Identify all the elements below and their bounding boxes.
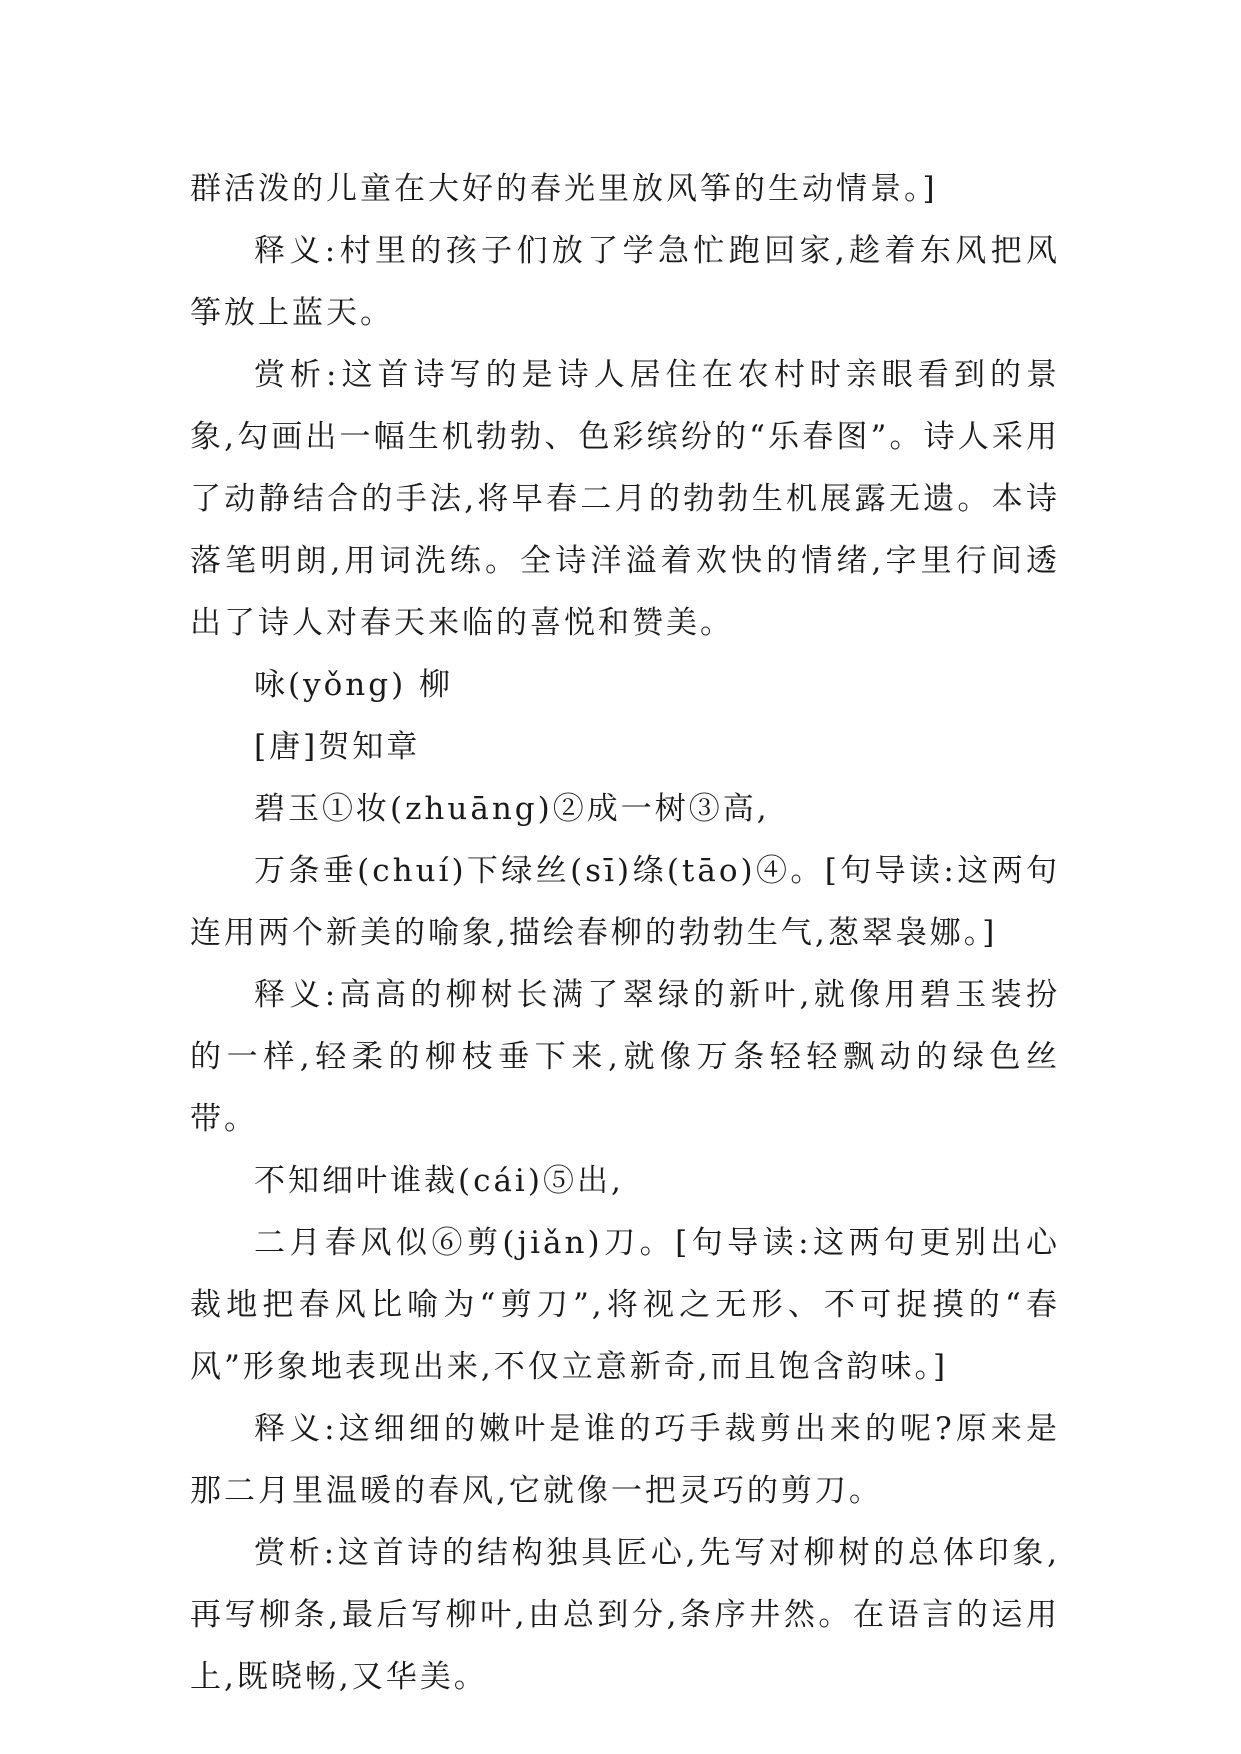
poem-author: [唐]贺知章 [254, 729, 421, 765]
poem-line-4: 二月春风似⑥剪(jiǎn)刀。[句导读:这两句更别出心裁地把春风比喻为“剪刀”,将视之无形、不可捉摸的“春风”形象地表现出来,不仅立意新奇,而且饱含韵味。] [190, 1225, 1060, 1385]
paragraph-explanation-3: 释义:这细细的嫩叶是谁的巧手裁剪出来的呢?原来是那二月里温暖的春风,它就像一把灵巧的剪刀。 [190, 1411, 1060, 1509]
document-page [190, 158, 1060, 1708]
paragraph-appreciation-1: 赏析:这首诗写的是诗人居住在农村时亲眼看到的景象,勾画出一幅生机勃勃、色彩缤纷的“乐春图”。诗人采用了动静结合的手法,将早春二月的勃勃生机展露无遗。本诗落笔明朗,用词洗练。全诗洋溢着欢快的情绪,字里行间透出了诗人对春天来临的喜悦和赞美。 [190, 357, 1060, 641]
poem-line-2: 万条垂(chuí)下绿丝(sī)绦(tāo)④。[句导读:这两句连用两个新美的喻象,描绘春柳的勃勃生气,葱翠袅娜。] [190, 853, 1060, 951]
poem-line-3: 不知细叶谁裁(cái)⑤出, [254, 1163, 624, 1199]
poem-line-1: 碧玉①妆(zhuāng)②成一树③高, [254, 791, 770, 827]
paragraph-explanation-1: 释义:村里的孩子们放了学急忙跑回家,趁着东风把风筝放上蓝天。 [190, 233, 1060, 331]
paragraph-appreciation-2: 赏析:这首诗的结构独具匠心,先写对柳树的总体印象,再写柳条,最后写柳叶,由总到分,条序井然。在语言的运用上,既晓畅,又华美。 [190, 1535, 1060, 1695]
poem-title: 咏(yǒng) 柳 [254, 667, 454, 703]
paragraph-explanation-2: 释义:高高的柳树长满了翠绿的新叶,就像用碧玉装扮的一样,轻柔的柳枝垂下来,就像万条轻轻飘动的绿色丝带。 [190, 977, 1060, 1137]
paragraph-continuation: 群活泼的儿童在大好的春光里放风筝的生动情景。] [190, 171, 938, 207]
